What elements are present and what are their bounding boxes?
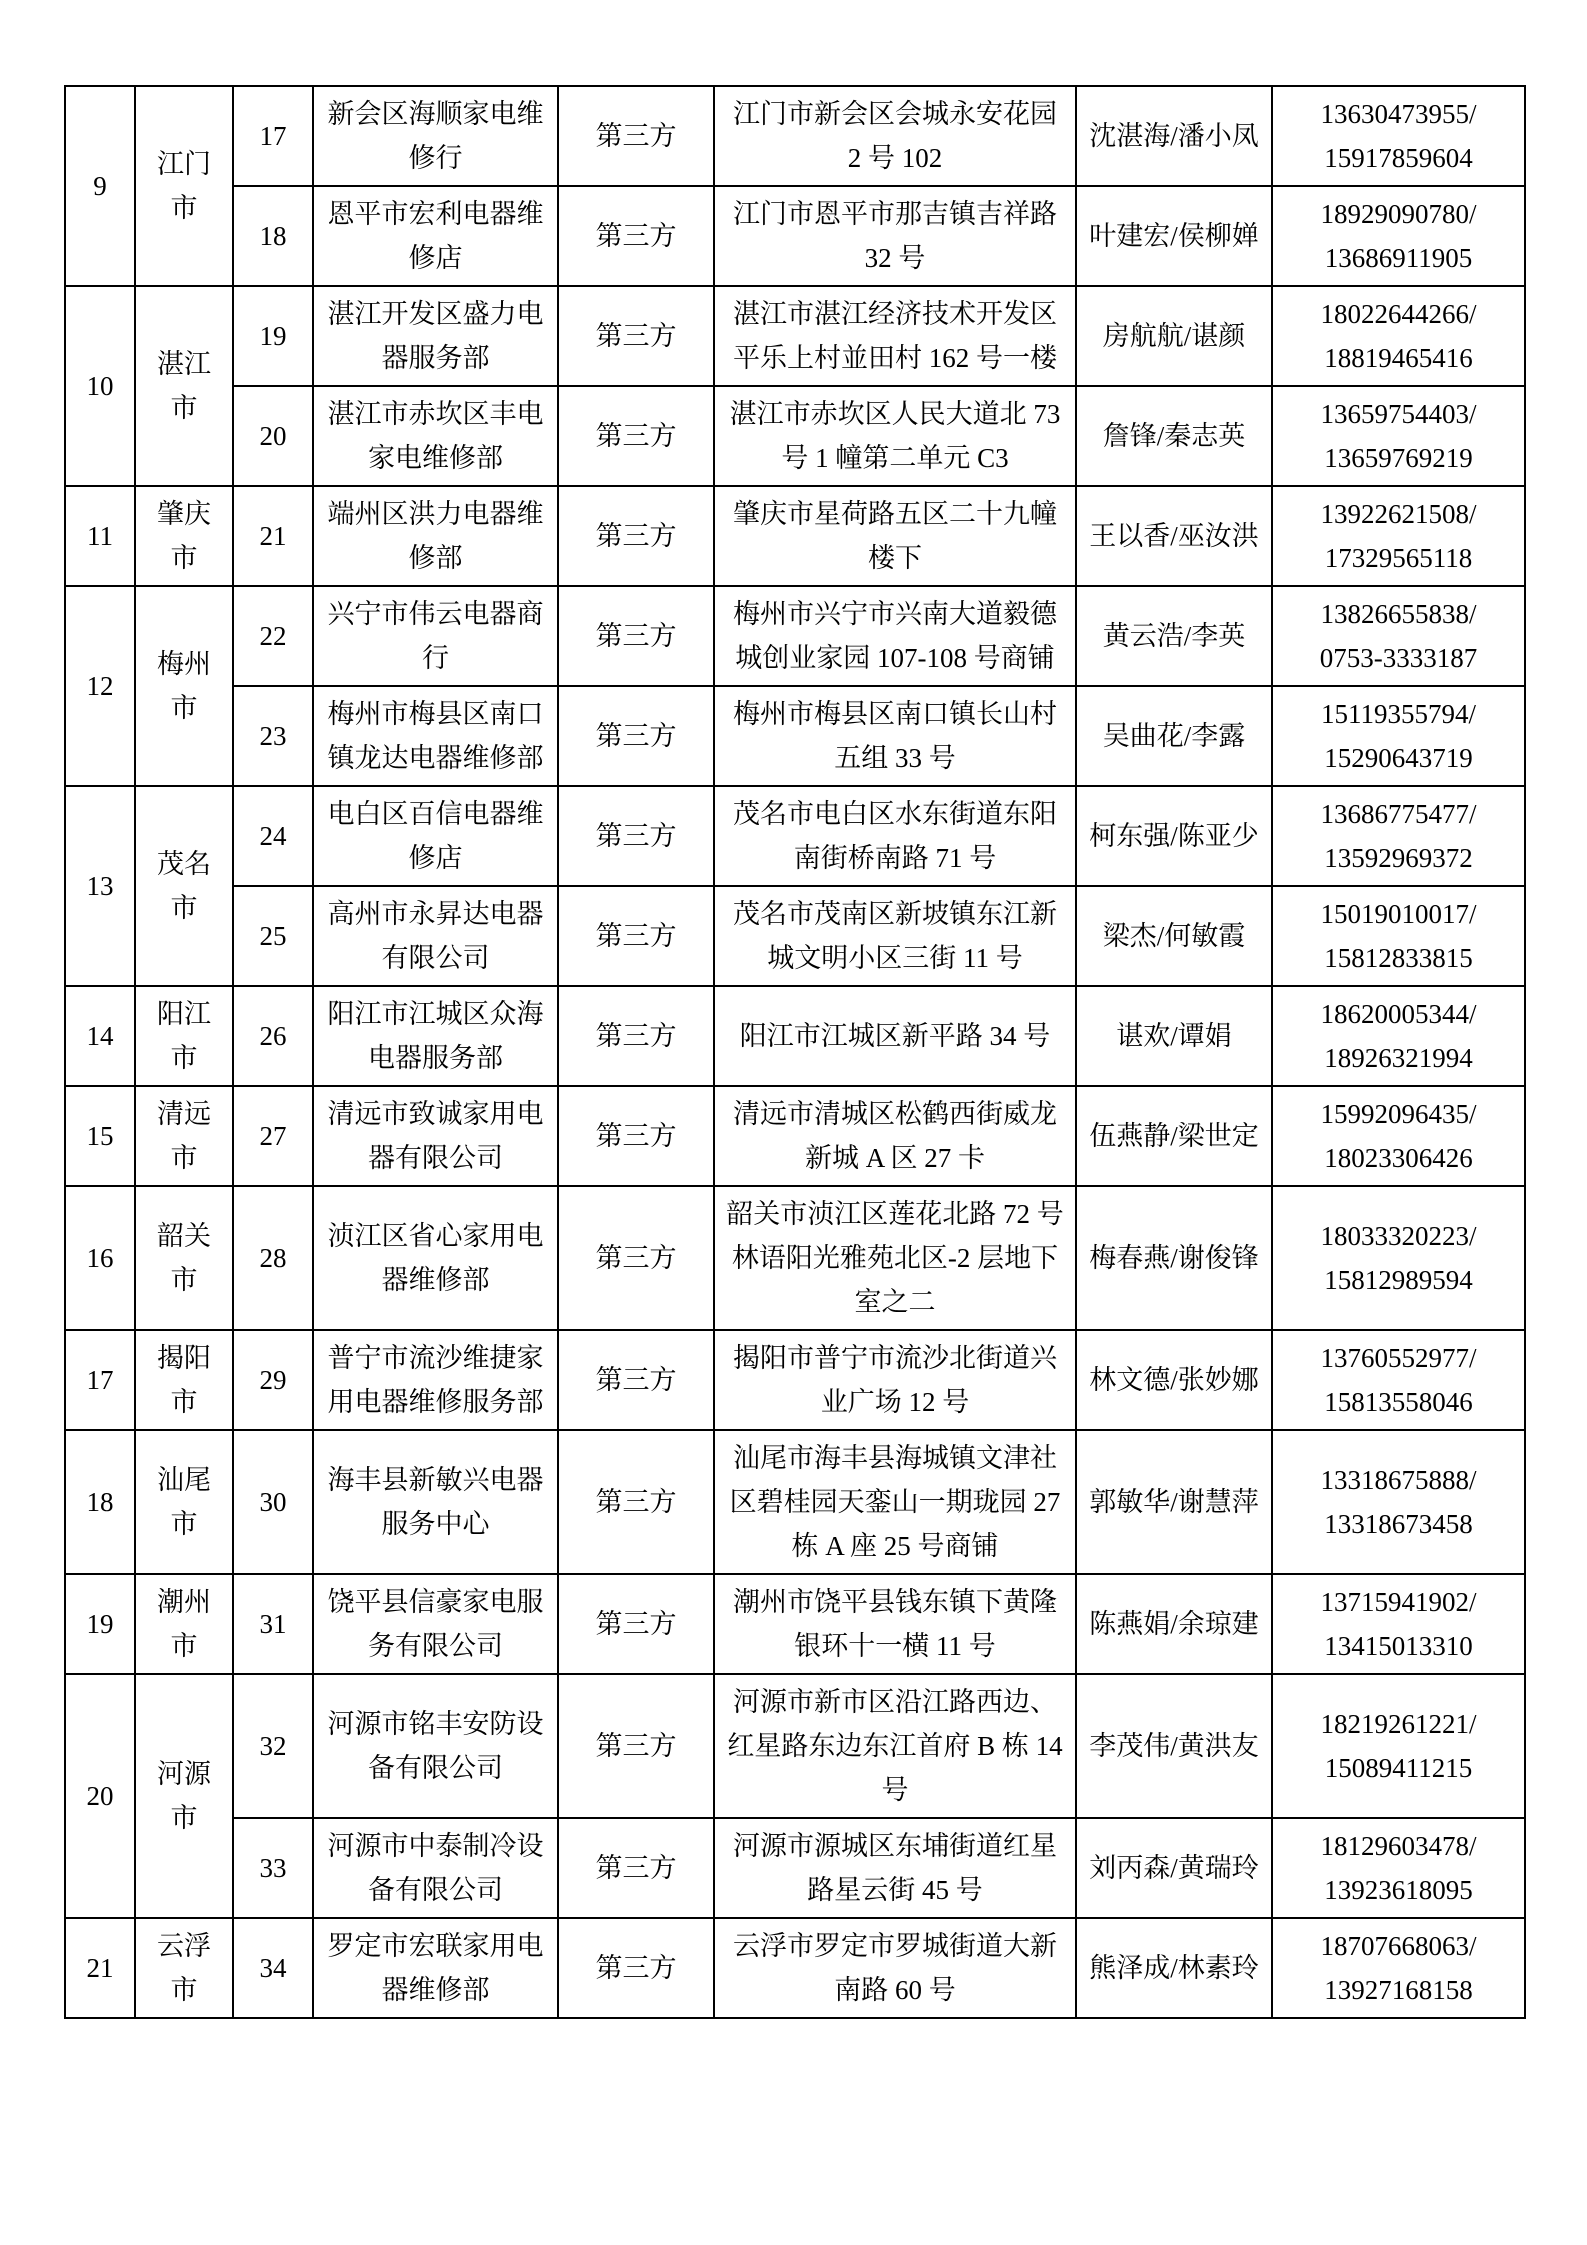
row-number-cell: 21 — [233, 486, 313, 586]
phone-line-2: 15812989594 — [1324, 1265, 1473, 1295]
address-cell: 茂名市电白区水东街道东阳南街桥南路 71 号 — [714, 786, 1076, 886]
city-cell: 潮州市 — [135, 1574, 233, 1674]
phone-line-1: 13630473955/ — [1320, 99, 1477, 129]
type-cell: 第三方 — [558, 286, 714, 386]
row-number-cell: 25 — [233, 886, 313, 986]
table-row — [65, 86, 1525, 186]
row-number-cell: 18 — [233, 186, 313, 286]
type-cell: 第三方 — [558, 686, 714, 786]
contact-cell: 梅春燕/谢俊锋 — [1076, 1186, 1272, 1330]
row-number-cell: 28 — [233, 1186, 313, 1330]
table-row — [65, 186, 1525, 286]
city-cell: 肇庆市 — [135, 486, 233, 586]
group-number-cell: 21 — [65, 1918, 135, 2018]
city-cell: 阳江市 — [135, 986, 233, 1086]
address-cell: 河源市新市区沿江路西边、红星路东边东江首府 B 栋 14 号 — [714, 1674, 1076, 1818]
phone-cell — [1272, 1574, 1525, 1674]
address-cell: 揭阳市普宁市流沙北街道兴业广场 12 号 — [714, 1330, 1076, 1430]
phone-cell — [1272, 986, 1525, 1086]
table-row — [65, 486, 1525, 586]
phone-line-2: 18023306426 — [1324, 1143, 1473, 1173]
shop-name-cell: 河源市铭丰安防设备有限公司 — [313, 1674, 558, 1818]
address-cell: 湛江市湛江经济技术开发区平乐上村並田村 162 号一楼 — [714, 286, 1076, 386]
type-cell: 第三方 — [558, 786, 714, 886]
type-cell: 第三方 — [558, 1574, 714, 1674]
phone-line-1: 18022644266/ — [1320, 299, 1477, 329]
group-number-cell: 20 — [65, 1674, 135, 1918]
phone-line-2: 18926321994 — [1324, 1043, 1473, 1073]
row-number-cell: 26 — [233, 986, 313, 1086]
address-cell: 湛江市赤坎区人民大道北 73 号 1 幢第二单元 C3 — [714, 386, 1076, 486]
type-cell: 第三方 — [558, 1674, 714, 1818]
row-number-cell: 27 — [233, 1086, 313, 1186]
address-cell: 云浮市罗定市罗城街道大新南路 60 号 — [714, 1918, 1076, 2018]
address-cell: 潮州市饶平县钱东镇下黄隆银环十一横 11 号 — [714, 1574, 1076, 1674]
type-cell: 第三方 — [558, 1918, 714, 2018]
contact-cell: 沈湛海/潘小凤 — [1076, 86, 1272, 186]
table-row — [65, 886, 1525, 986]
table-row — [65, 1086, 1525, 1186]
address-cell: 肇庆市星荷路五区二十九幢楼下 — [714, 486, 1076, 586]
city-cell: 茂名市 — [135, 786, 233, 986]
phone-line-2: 13923618095 — [1324, 1875, 1473, 1905]
phone-cell — [1272, 1818, 1525, 1918]
phone-line-1: 18620005344/ — [1320, 999, 1477, 1029]
city-cell: 揭阳市 — [135, 1330, 233, 1430]
contact-cell: 熊泽成/林素玲 — [1076, 1918, 1272, 2018]
type-cell: 第三方 — [558, 1818, 714, 1918]
phone-cell — [1272, 1918, 1525, 2018]
phone-cell — [1272, 1330, 1525, 1430]
phone-line-1: 13826655838/ — [1320, 599, 1477, 629]
phone-line-2: 15290643719 — [1324, 743, 1473, 773]
contact-cell: 梁杰/何敏霞 — [1076, 886, 1272, 986]
phone-line-2: 17329565118 — [1324, 543, 1473, 573]
table-row — [65, 286, 1525, 386]
group-number-cell: 14 — [65, 986, 135, 1086]
contact-cell: 伍燕静/梁世定 — [1076, 1086, 1272, 1186]
table-row — [65, 1918, 1525, 2018]
phone-line-1: 18929090780/ — [1320, 199, 1477, 229]
shop-name-cell: 湛江开发区盛力电器服务部 — [313, 286, 558, 386]
city-cell: 清远市 — [135, 1086, 233, 1186]
row-number-cell: 31 — [233, 1574, 313, 1674]
service-centers-table — [64, 85, 1526, 2019]
table-row — [65, 1818, 1525, 1918]
city-cell: 韶关市 — [135, 1186, 233, 1330]
type-cell: 第三方 — [558, 886, 714, 986]
row-number-cell: 19 — [233, 286, 313, 386]
contact-cell: 王以香/巫汝洪 — [1076, 486, 1272, 586]
address-cell: 河源市源城区东埔街道红星路星云街 45 号 — [714, 1818, 1076, 1918]
shop-name-cell: 高州市永昇达电器有限公司 — [313, 886, 558, 986]
phone-line-1: 15119355794/ — [1321, 699, 1476, 729]
phone-line-1: 13318675888/ — [1320, 1465, 1477, 1495]
table-row — [65, 1674, 1525, 1818]
type-cell: 第三方 — [558, 486, 714, 586]
table-row — [65, 986, 1525, 1086]
shop-name-cell: 端州区洪力电器维修部 — [313, 486, 558, 586]
table-row — [65, 786, 1525, 886]
contact-cell: 黄云浩/李英 — [1076, 586, 1272, 686]
phone-cell — [1272, 386, 1525, 486]
row-number-cell: 34 — [233, 1918, 313, 2018]
shop-name-cell: 海丰县新敏兴电器服务中心 — [313, 1430, 558, 1574]
phone-line-2: 0753-3333187 — [1319, 643, 1478, 673]
type-cell: 第三方 — [558, 586, 714, 686]
phone-line-2: 15812833815 — [1324, 943, 1473, 973]
shop-name-cell: 普宁市流沙维捷家用电器维修服务部 — [313, 1330, 558, 1430]
row-number-cell: 32 — [233, 1674, 313, 1818]
contact-cell: 吴曲花/李露 — [1076, 686, 1272, 786]
row-number-cell: 33 — [233, 1818, 313, 1918]
shop-name-cell: 饶平县信豪家电服务有限公司 — [313, 1574, 558, 1674]
phone-line-2: 13686911905 — [1324, 243, 1473, 273]
contact-cell: 柯东强/陈亚少 — [1076, 786, 1272, 886]
phone-line-2: 15813558046 — [1324, 1387, 1473, 1417]
shop-name-cell: 阳江市江城区众海电器服务部 — [313, 986, 558, 1086]
table-row — [65, 586, 1525, 686]
phone-line-1: 15992096435/ — [1320, 1099, 1477, 1129]
phone-line-2: 13927168158 — [1324, 1975, 1473, 2005]
table-row — [65, 1330, 1525, 1430]
shop-name-cell: 清远市致诚家用电器有限公司 — [313, 1086, 558, 1186]
shop-name-cell: 新会区海顺家电维修行 — [313, 86, 558, 186]
address-cell: 江门市恩平市那吉镇吉祥路 32 号 — [714, 186, 1076, 286]
group-number-cell: 11 — [65, 486, 135, 586]
phone-line-2: 13592969372 — [1324, 843, 1473, 873]
contact-cell: 谌欢/谭娟 — [1076, 986, 1272, 1086]
type-cell: 第三方 — [558, 1330, 714, 1430]
type-cell: 第三方 — [558, 1186, 714, 1330]
group-number-cell: 10 — [65, 286, 135, 486]
phone-line-1: 13659754403/ — [1320, 399, 1477, 429]
phone-cell — [1272, 486, 1525, 586]
contact-cell: 陈燕娟/余琼建 — [1076, 1574, 1272, 1674]
shop-name-cell: 湛江市赤坎区丰电家电维修部 — [313, 386, 558, 486]
type-cell: 第三方 — [558, 86, 714, 186]
row-number-cell: 17 — [233, 86, 313, 186]
phone-line-1: 13760552977/ — [1320, 1343, 1477, 1373]
phone-cell — [1272, 786, 1525, 886]
phone-line-2: 13659769219 — [1324, 443, 1473, 473]
address-cell: 梅州市兴宁市兴南大道毅德城创业家园 107-108 号商铺 — [714, 586, 1076, 686]
address-cell: 梅州市梅县区南口镇长山村五组 33 号 — [714, 686, 1076, 786]
shop-name-cell: 兴宁市伟云电器商行 — [313, 586, 558, 686]
shop-name-cell: 恩平市宏利电器维修店 — [313, 186, 558, 286]
group-number-cell: 18 — [65, 1430, 135, 1574]
row-number-cell: 23 — [233, 686, 313, 786]
city-cell: 梅州市 — [135, 586, 233, 786]
phone-line-1: 18129603478/ — [1320, 1831, 1477, 1861]
address-cell: 韶关市浈江区莲花北路 72 号林语阳光雅苑北区-2 层地下室之二 — [714, 1186, 1076, 1330]
address-cell: 阳江市江城区新平路 34 号 — [714, 986, 1076, 1086]
address-cell: 清远市清城区松鹤西街威龙新城 A 区 27 卡 — [714, 1086, 1076, 1186]
group-number-cell: 9 — [65, 86, 135, 286]
phone-cell — [1272, 1186, 1525, 1330]
row-number-cell: 30 — [233, 1430, 313, 1574]
phone-line-1: 13922621508/ — [1320, 499, 1477, 529]
phone-cell — [1272, 586, 1525, 686]
phone-cell — [1272, 186, 1525, 286]
phone-cell — [1272, 1674, 1525, 1818]
contact-cell: 刘丙森/黄瑞玲 — [1076, 1818, 1272, 1918]
contact-cell: 房航航/谌颜 — [1076, 286, 1272, 386]
row-number-cell: 24 — [233, 786, 313, 886]
contact-cell: 郭敏华/谢慧萍 — [1076, 1430, 1272, 1574]
phone-line-1: 18033320223/ — [1320, 1221, 1477, 1251]
phone-line-2: 13318673458 — [1324, 1509, 1473, 1539]
address-cell: 茂名市茂南区新坡镇东江新城文明小区三街 11 号 — [714, 886, 1076, 986]
address-cell: 汕尾市海丰县海城镇文津社区碧桂园天銮山一期珑园 27 栋 A 座 25 号商铺 — [714, 1430, 1076, 1574]
type-cell: 第三方 — [558, 986, 714, 1086]
shop-name-cell: 浈江区省心家用电器维修部 — [313, 1186, 558, 1330]
phone-line-2: 15917859604 — [1324, 143, 1473, 173]
row-number-cell: 29 — [233, 1330, 313, 1430]
address-cell: 江门市新会区会城永安花园 2 号 102 — [714, 86, 1076, 186]
type-cell: 第三方 — [558, 186, 714, 286]
row-number-cell: 20 — [233, 386, 313, 486]
group-number-cell: 12 — [65, 586, 135, 786]
city-cell: 江门市 — [135, 86, 233, 286]
contact-cell: 李茂伟/黄洪友 — [1076, 1674, 1272, 1818]
shop-name-cell: 河源市中泰制冷设备有限公司 — [313, 1818, 558, 1918]
table-row — [65, 1574, 1525, 1674]
type-cell: 第三方 — [558, 1086, 714, 1186]
phone-cell — [1272, 86, 1525, 186]
city-cell: 云浮市 — [135, 1918, 233, 2018]
contact-cell: 林文德/张妙娜 — [1076, 1330, 1272, 1430]
group-number-cell: 16 — [65, 1186, 135, 1330]
phone-cell — [1272, 686, 1525, 786]
group-number-cell: 19 — [65, 1574, 135, 1674]
phone-line-2: 18819465416 — [1324, 343, 1473, 373]
phone-line-1: 18707668063/ — [1320, 1931, 1477, 1961]
shop-name-cell: 罗定市宏联家用电器维修部 — [313, 1918, 558, 2018]
phone-line-1: 15019010017/ — [1320, 899, 1477, 929]
phone-cell — [1272, 1086, 1525, 1186]
phone-line-1: 18219261221/ — [1320, 1709, 1477, 1739]
group-number-cell: 17 — [65, 1330, 135, 1430]
shop-name-cell: 梅州市梅县区南口镇龙达电器维修部 — [313, 686, 558, 786]
phone-line-1: 13686775477/ — [1320, 799, 1477, 829]
city-cell: 湛江市 — [135, 286, 233, 486]
phone-cell — [1272, 886, 1525, 986]
group-number-cell: 15 — [65, 1086, 135, 1186]
table-row — [65, 686, 1525, 786]
city-cell: 汕尾市 — [135, 1430, 233, 1574]
type-cell: 第三方 — [558, 386, 714, 486]
table-row — [65, 1186, 1525, 1330]
table-row — [65, 1430, 1525, 1574]
phone-line-1: 13715941902/ — [1320, 1587, 1477, 1617]
city-cell: 河源市 — [135, 1674, 233, 1918]
phone-cell — [1272, 286, 1525, 386]
contact-cell: 叶建宏/侯柳婵 — [1076, 186, 1272, 286]
table-row — [65, 386, 1525, 486]
phone-line-2: 13415013310 — [1324, 1631, 1473, 1661]
contact-cell: 詹锋/秦志英 — [1076, 386, 1272, 486]
phone-cell — [1272, 1430, 1525, 1574]
shop-name-cell: 电白区百信电器维修店 — [313, 786, 558, 886]
document-page — [64, 85, 1526, 2019]
type-cell: 第三方 — [558, 1430, 714, 1574]
phone-line-2: 15089411215 — [1324, 1753, 1473, 1783]
row-number-cell: 22 — [233, 586, 313, 686]
group-number-cell: 13 — [65, 786, 135, 986]
